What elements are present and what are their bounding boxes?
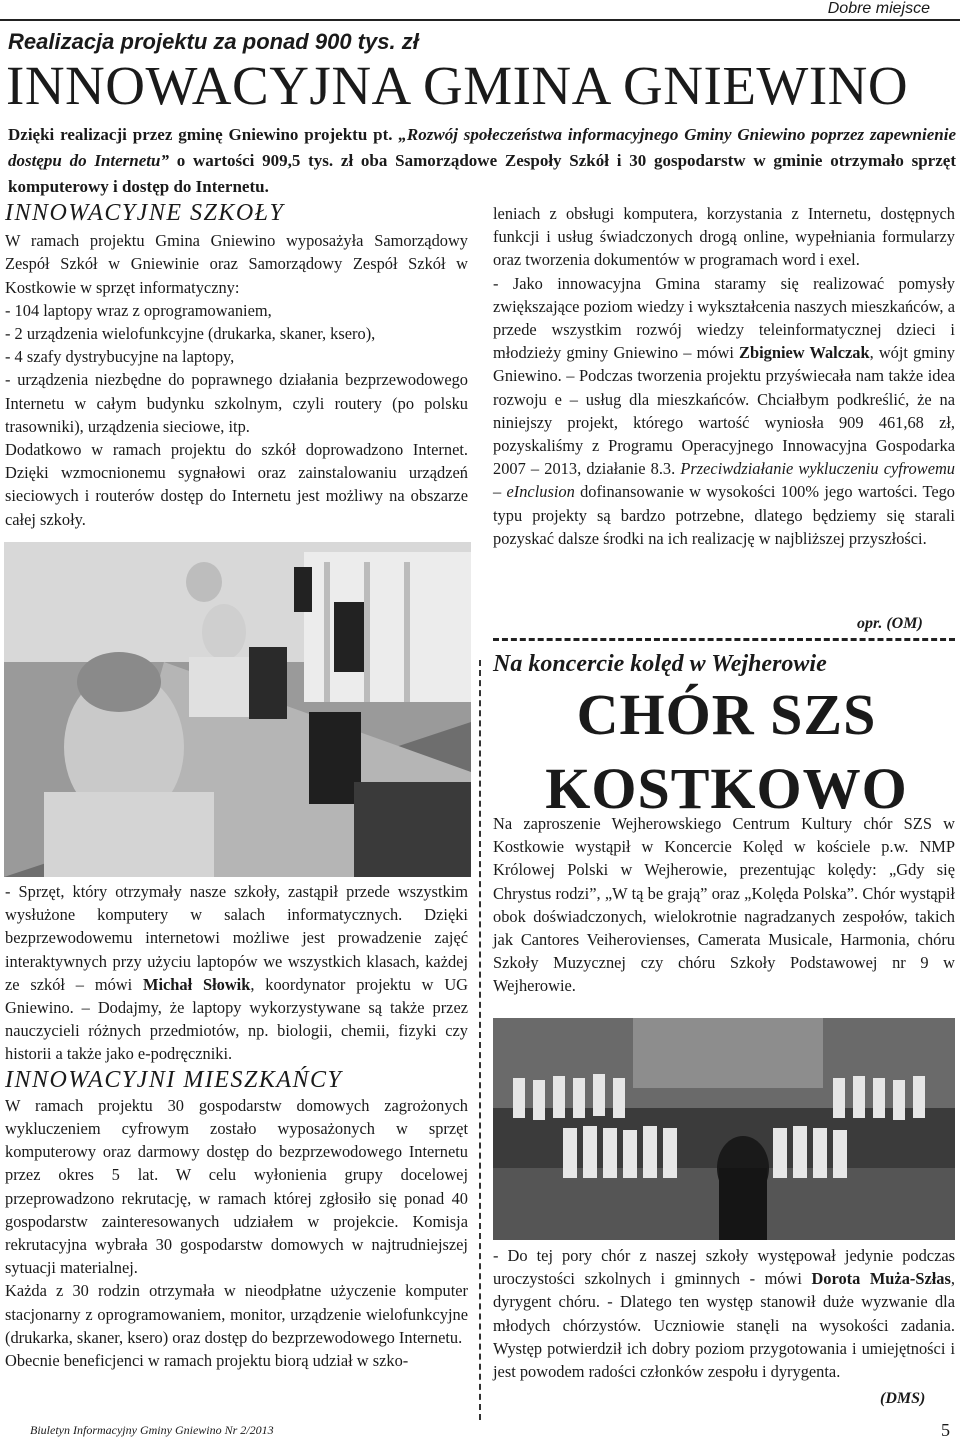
speaker-name: Michał Słowik [142,974,251,994]
left-column-bottom [5,880,468,1372]
quote-text: - Sprzęt, który otrzymały nasze szkoły, zastąpił przede wszystkim wysłużone komputery w salach informatycznych. Dzięki bezprzewodowemu internetowi możliwe jest prowadzenie zajęć interaktywnych przy użyciu laptopów we wszystkich klasach, każdej ze szkół – mówi [5,882,468,994]
list-item: - 2 urządzenia wielofunkcyjne (drukarka, skaner, ksero), [5,324,376,344]
section-divider [493,638,955,641]
paragraph: Dodatkowo w ramach projektu do szkół doprowadzono Internet. Dzięki wzmocnionemu sygnałowi oraz zainstalowaniu urządzeń sieciowych i routerów dostęp do Internetu jest możliwy na obszarze całej szkoły. [5,440,468,529]
footer-publication: Biuletyn Informacyjny Gminy Gniewino Nr 2/2013 [30,1423,274,1437]
paragraph: W ramach projektu 30 gospodarstw domowych zagrożonych wykluczeniem cyfrowym zostało wyposażonych w sprzęt komputerowy oraz darmowy dostęp do bezprzewodowego Internetu przez okres 5 lat. W celu wyłonienia grupy docelowej przeprowadzono rekrutację, w ramach której zgłosiło się ponad 40 gospodarstw zainteresowanych udziałem w projekcie. Komisja rekrutacyjna wybrała 30 gospodarstw domowych w najtrudniejszej sytuacji materialnej. [5,1095,468,1278]
page-number: 5 [941,1420,950,1440]
choir-paragraph: Na zaproszenie Wejherowskiego Centrum Kultury chór SZS w Kostkowie wystąpił w Koncercie Kolęd w kościele p.w. NMP Królowej Polski w Wejherowie, prezentując kolędy: „Gdy się Chrystus rodzi”, „W tą be grają” oraz „Kolęda Polska”. Chór wystąpił obok doświadczonych, wielokrotnie nagradzanych zespołów, takich jak Cantores Veiherovienses, Camerata Musicale, Harmonia, chóru Szkoły Muzycznej czy chóru Szkoły Podstawowej nr 9 w Wejherowie. [493,814,955,996]
quote-text: , dyrygent chóru. - Dlatego ten występ stanowił duże wyzwanie dla młodych chórzystów. Uczniowie stanęli na wysokości zadania. Występ potwierdził ich dobry poziom przygotowania i umiejętności i jest powodem radości członków zespołu i dyrygenta. [493,1269,955,1382]
paragraph: Obecnie beneficjenci w ramach projektu biorą udział w szko- [5,1351,409,1371]
speaker-name: Dorota Muża-Szłas [811,1269,951,1289]
program-name: Przeciwdziałanie wykluczeniu cyfrowemu – eInclusion [493,459,955,502]
choir-photo [493,1018,955,1240]
subhead-schools: INNOWACYJNE SZKOŁY [5,200,285,226]
paragraph: leniach z obsługi komputera, korzystania z Internetu, dostępnych funkcji i usług świadczonych drogą online, wypełniania formularzy oraz tworzenia dokumentów w programach word i exel. [493,204,955,270]
paragraph: Każda z 30 rodzin otrzymała w nieodpłatne użyczenie komputer stacjonarny z oprogramowaniem, monitor, urządzenie wielofunkcyjne (drukarka, skaner, ksero) oraz dostęp do bezprzewodowego Internetu. [5,1281,468,1347]
list-item: - urządzenia niezbędne do poprawnego działania bezprzewodowego Internetu w całym budynku szkolnym, czyli routery (po polsku trasowniki), urządzenia sieciowe, itp. [5,370,468,436]
lede-text-1: Dzięki realizacji przez gminę Gniewino projektu pt. [8,125,399,144]
quote-text: , wójt gminy Gniewino. – Podczas tworzenia projektu przyświecała nam także idea rozwoju e – usług dla mieszkańców. Chciałbym podkreślić, że na niniejszy projekt, którego wartość wyniosła 909 461,68 zł, pozyskaliśmy z Programu Operacyjnego Innowacyjna Gospodarka 2007 – 2013, działanie 8.3. [493,343,955,479]
subhead-residents: INNOWACYJNI MIESZKAŃCY [5,1066,343,1093]
choir-byline: (DMS) [880,1390,926,1407]
classroom-photo [4,542,471,877]
choir-headline [493,678,960,826]
list-item: - 4 szafy dystrybucyjne na laptopy, [5,347,235,367]
choir-headline-line2: KOSTKOWO [545,756,908,821]
quote-text: dofinansowanie w wysokości 100% jego wartości. Tego typu projekty są bardzo potrzebne, dlatego będziemy się starali pozyskać dalsze środki na ich realizację w najbliższej przyszłości. [493,482,955,548]
quote-text: - Jako innowacyjna Gmina staramy się realizować pomysły zwiększające poziom wiedzy i wykształcenia naszych mieszkańców, a przede wszystkim rozwój wiedzy teleinformatycznej dzieci i młodzieży gminy Gniewino – mówi [493,273,955,363]
article-lede [8,122,956,200]
choir-quote [493,1244,955,1383]
header-rule [0,19,960,21]
article-byline: opr. (OM) [857,615,923,632]
quote-text: , koordynator projektu w UG Gniewino. – Dodajmy, że laptopy wykorzystywane są także przez nauczycieli różnych przedmiotów, np. biologii, chemii, fizyki czy historii a także jako e-podręczniki. [5,974,469,1064]
quote-paragraph [5,880,468,1066]
speaker-name: Zbigniew Walczak [739,343,870,363]
list-item: - 104 laptopy wraz z oprogramowaniem, [5,300,272,320]
article-kicker: Realizacja projektu za ponad 900 tys. zł [8,29,419,54]
choir-headline-line1: CHÓR SZS [576,682,877,747]
section-name: Dobre miejsce [827,0,930,17]
article-headline: INNOWACYJNA GMINA GNIEWINO [6,55,909,116]
right-column-top [493,202,955,550]
paragraph: W ramach projektu Gmina Gniewino wyposażyła Samorządowy Zespół Szkół w Gniewinie oraz Samorządowy Zespół Szkół w Kostkowie w sprzęt informatyczny: [5,231,468,297]
quote-text: - Do tej pory chór z naszej szkoły występował jedynie podczas uroczystości szkolnych i gminnych - mówi [493,1246,955,1289]
quote-paragraph [493,272,955,550]
column-divider [479,660,481,1420]
lede-project-title: „Rozwój społeczeństwa informacyjnego Gminy Gniewino poprzez zapewnienie dostępu do Internetu” [8,125,957,170]
choir-kicker: Na koncercie kolęd w Wejherowie [493,651,827,677]
lede-text-2: o wartości 909,5 tys. zł oba Samorządowe Zespoły Szkół i 30 gospodarstw w gminie otrzymało sprzęt komputerowy i dostęp do Internetu. [8,151,956,196]
left-column-top [5,202,468,531]
